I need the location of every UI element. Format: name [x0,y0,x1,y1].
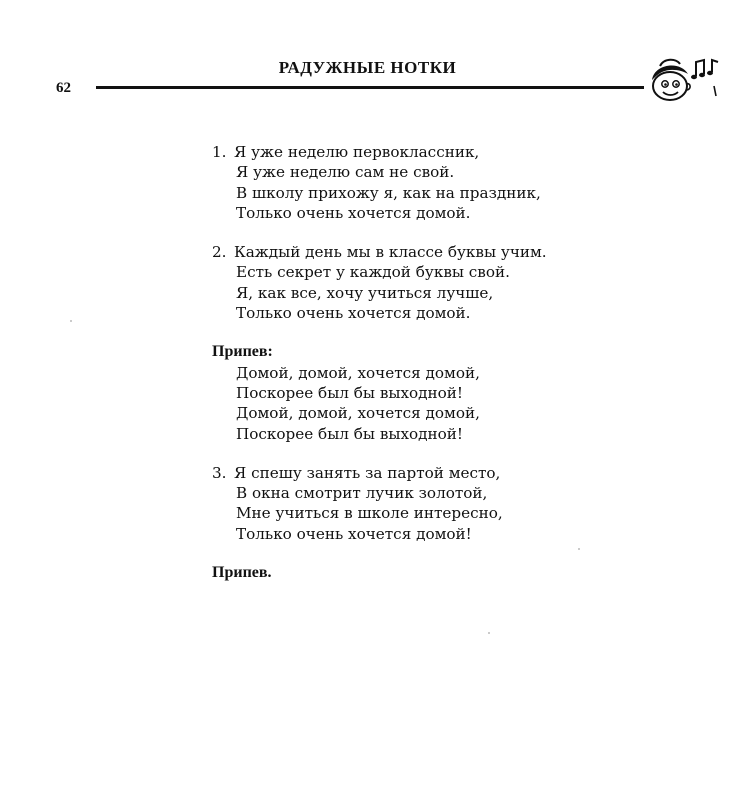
scan-speck [578,548,580,550]
refrain-line-2: Поскорее был бы выходной! [236,383,464,402]
page-number: 62 [56,80,71,96]
book-title: РАДУЖНЫЕ НОТКИ [278,58,457,77]
verse-3-line-1: 3. Я спешу занять за партой место, [212,463,501,482]
verse-1 [212,142,632,223]
refrain-label: Припев: [212,343,273,361]
verse-1-line-1: 1. Я уже неделю первоклассник, [212,143,480,161]
refrain-repeat [212,563,632,583]
verse-2 [212,242,632,323]
verse-3-line-4: Только очень хочется домой! [236,524,472,543]
verse-3-line-3: Мне учиться в школе интересно, [236,504,503,523]
verse-2-line-2: Есть секрет у каждой буквы свой. [236,263,510,282]
verse-2-line-1: 2. Каждый день мы в классе буквы учим. [212,243,547,262]
scan-speck [488,632,490,634]
page-header [0,0,735,110]
verse-2-line-3: Я, как все, хочу учиться лучше, [236,283,494,302]
refrain-line-1: Домой, домой, хочется домой, [236,363,480,382]
verse-1-line-3: В школу прихожу я, как на праздник, [236,183,541,202]
refrain-repeat-label: Припев. [212,564,272,582]
refrain [212,342,632,443]
verse-1-line-2: Я уже неделю сам не свой. [236,163,455,182]
header-rule [96,86,644,89]
refrain-line-3: Домой, домой, хочется домой, [236,404,480,423]
verse-2-number: 2. [212,243,227,262]
song-lyrics [212,142,632,602]
verse-3-number: 3. [212,463,227,482]
verse-3 [212,463,632,544]
cartoon-boy-icon [640,52,722,108]
verse-3-line-2: В окна смотрит лучик золотой, [236,484,488,503]
scan-speck [70,320,72,322]
refrain-line-4: Поскорее был бы выходной! [236,424,464,443]
verse-1-line-4: Только очень хочется домой. [236,203,471,222]
verse-2-line-4: Только очень хочется домой. [236,304,471,323]
verse-1-number: 1. [212,143,227,161]
